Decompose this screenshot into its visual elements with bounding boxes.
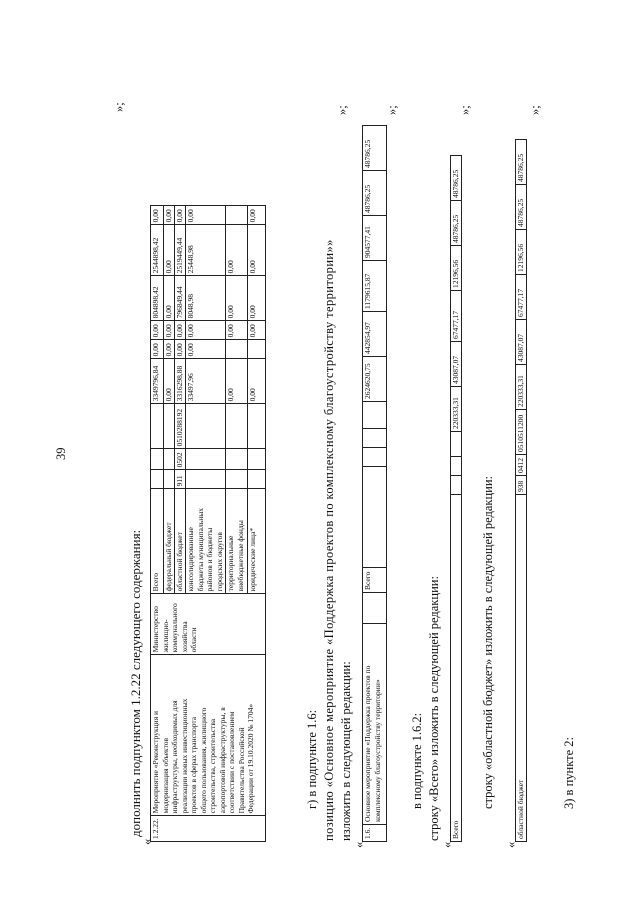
table-oblast-close: »; xyxy=(528,105,542,115)
table-1-6: 1.6. Основное мероприятие «Поддержка проектов по комплексному благоустройству территории» Всего 2624620,75 442854,97 1179615,87 904577,41 48786,25 48786,25 xyxy=(362,125,387,842)
intro-quote-open: « xyxy=(140,838,154,845)
main-table: 1.2.22. Мероприятие «Реконструкция и модернизация объектов инфраструктуры, необходимых для реализации новых инвестиционных проектов в сферах транспорта общего пользования, жилищного строительства, строительства аэропортовой инфраструктуры, в соответствии с постановлением Правительства Российской Федерации от 19.10.2020 № 1704» Министерство жилищно- коммунального хозяйства области Всего 3349796,84 0,00 0,00 804898,42 2544898,42 0,00 федеральный бюджет 0,00 0,00 0,00 0,00 0,00 0,00 областной бюджет 911 0502 0510288192 3316298,88 0,00 0,00 796849,44 2519449,44 0,00 консолидированные бюджеты муниципальных районов и бюджеты городских округов 33497,96 0,00 0,00 8048,98 25448,98 0,00 территориальные внебюджетные фонды 0,00 0,00 0,00 0,00 юридические лица* 0,00 0,00 0,00 0,00 0,00 xyxy=(150,205,266,842)
table-oblast: областной бюджет 938 0412 0510511200 220333,31 43087,07 67477,17 12196,56 48786,25 48786,25 xyxy=(515,139,527,842)
section-g-line2: позицию «Основное мероприятие «Поддержка проектов по комплексному благоустройству территории»» xyxy=(322,239,336,841)
section-g-quote-open: « xyxy=(352,841,366,848)
page-number: 39 xyxy=(54,447,68,460)
table-total-close: »; xyxy=(458,105,472,115)
section-obl-line1: строку «областной бюджет» изложить в следующей редакции: xyxy=(481,475,495,809)
section-g-line1: г) в подпункте 1.6: xyxy=(305,709,319,809)
section-162-quote-open: « xyxy=(440,841,454,848)
section-g-close: »; xyxy=(335,105,349,115)
section-g-line3: изложить в следующей редакции: xyxy=(339,661,353,841)
table-row: федеральный бюджет xyxy=(164,489,175,594)
table-1-6-close: »; xyxy=(385,105,399,115)
table-1-6-name: Основное мероприятие «Поддержка проектов по комплексному благоустройству территории» xyxy=(363,624,387,825)
row-number: 1.2.22. xyxy=(151,816,266,842)
section-162-line1: в подпункте 1.6.2: xyxy=(410,712,424,809)
table-row: консолидированные бюджеты муниципальных районов и бюджеты городских округов xyxy=(186,489,226,594)
intro-heading: дополнить подпунктом 1.2.22 следующего содержания: xyxy=(128,529,143,837)
table-row: юридические лица* xyxy=(248,489,266,594)
table-row: территориальные внебюджетные фонды xyxy=(226,489,248,594)
main-table-close: »; xyxy=(112,102,126,112)
section-162-line2: строку «Всего» изложить в следующей редакции: xyxy=(427,576,441,841)
table-row: областной бюджет xyxy=(175,489,186,594)
table-total: Всего 220333,31 43087,07 67477,17 12196,56 48786,25 48786,25 xyxy=(450,155,462,842)
executor: Министерство жилищно- коммунального хозяйства области xyxy=(151,594,266,655)
footer-line: 3) в пункте 2: xyxy=(562,737,576,809)
section-obl-quote-open: « xyxy=(504,841,518,848)
table-row: Всего xyxy=(151,489,164,594)
measure-name: Мероприятие «Реконструкция и модернизация объектов инфраструктуры, необходимых для реализации новых инвестиционных проектов в сферах транспорта общего пользования, жилищного строительства, строительства аэропортовой инфраструктуры, в соответствии с постановлением Правительства Российской Федерации от 19.10.2020 № 1704» xyxy=(151,655,266,816)
